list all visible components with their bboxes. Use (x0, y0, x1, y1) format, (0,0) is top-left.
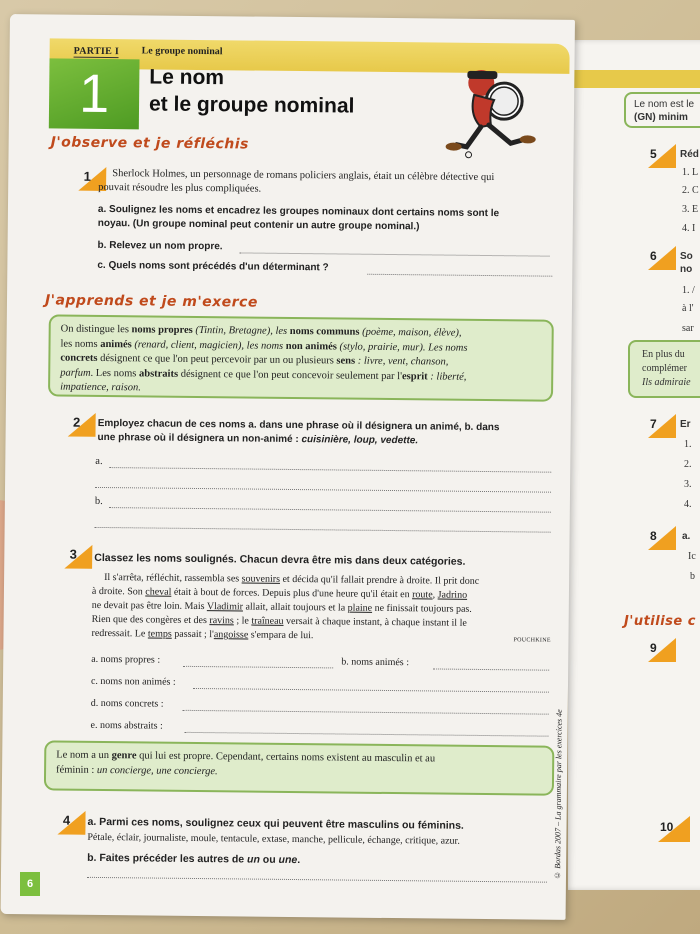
right-rule-line1: En plus du (642, 349, 685, 360)
exercise-5-marker (648, 144, 676, 173)
ex3-passage-line1: Il s'arrêta, réfléchit, rassembla ses souvenirs et décida qu'il fallait prendre à droite. Il prit donc (104, 572, 480, 587)
rule-line-1: On distingue les noms propres (Tintin, Bretagne), les noms communs (poème, maison, élève), (60, 323, 462, 339)
right-page (568, 40, 700, 890)
ex4-question-b: b. Faites précéder les autres de un ou une. (87, 851, 301, 867)
partie-label: PARTIE I (73, 45, 120, 58)
ex3-category-a: a. noms propres : (91, 653, 161, 666)
rule-line-5: impatience, raison. (60, 381, 141, 394)
ex3-category-b: b. noms animés : (341, 656, 410, 669)
copyright-credit: © Bordas 2007 – La grammaire par les exercices 4e (552, 709, 564, 880)
ex3-instruction: Classez les noms soulignés. Chacun devra être mis dans deux catégories. (94, 551, 466, 568)
exercise-7-marker (648, 414, 676, 443)
ex3-answer-a[interactable] (183, 666, 333, 669)
ex1-text-line1: Sherlock Holmes, un personnage de romans policiers anglais, était un célèbre détective qui (112, 168, 495, 184)
ex2-instruction-line1: Employez chacun de ces noms a. dans une phrase où il désignera un animé, b. dans (97, 417, 500, 434)
ex3-category-e: e. noms abstraits : (90, 719, 163, 732)
ex5-item-1: 1. L (682, 167, 699, 178)
ex6-item-3: sar (682, 323, 694, 334)
exercise-2-marker (68, 413, 96, 437)
exercise-3-marker (64, 545, 92, 569)
ex1-question-b: b. Relevez un nom propre. (97, 239, 223, 253)
ex4-word-list: Pétale, éclair, journaliste, moule, tentacule, extase, manche, pellicule, échange, critique, azur. (87, 831, 460, 847)
exercise-8-marker (648, 526, 676, 555)
ex1-answer-line-c[interactable] (367, 274, 552, 277)
ex2-answer-line-b2[interactable] (95, 527, 551, 533)
exercise-4-number: 4 (62, 812, 71, 828)
ex7-label: Er (680, 419, 691, 430)
genre-rule-line2: féminin : un concierge, une concierge. (56, 764, 218, 777)
ex7-item-4: 4. (684, 499, 692, 510)
ex5-item-3: 3. E (682, 204, 699, 215)
section-heading-observe: J'observe et je réfléchis (50, 134, 250, 153)
right-rule-line2: complémer (642, 363, 687, 374)
rule-box-genre (44, 740, 554, 795)
ex1-question-a-line2: noyau. (Un groupe nominal peut contenir un autre groupe nominal.) (97, 217, 420, 233)
exercise-5-number: 5 (650, 147, 657, 161)
right-box-line2: (GN) minim (634, 112, 688, 123)
partie-title: Le groupe nominal (141, 45, 223, 58)
chapter-title-line1: Le nom (149, 65, 225, 90)
exercise-10-number: 10 (660, 820, 674, 834)
exercise-10-marker (658, 816, 690, 847)
genre-rule-line1: Le nom a un genre qui lui est propre. Cependant, certains noms existent au masculin et au (56, 749, 436, 765)
ex4-answer-line[interactable] (87, 877, 547, 883)
ex3-passage-line3: ne devait pas être loin. Mais Vladimir allait, allait toujours et la plaine ne finissait toujours pas. (91, 599, 472, 615)
ex4-question-a: a. Parmi ces noms, soulignez ceux qui peuvent être masculins ou féminins. (87, 815, 464, 832)
ex1-text-line2: pouvait résoudre les plus compliquées. (98, 181, 262, 195)
ex8-label: a. (682, 531, 691, 542)
ex3-answer-d[interactable] (183, 710, 549, 715)
ex5-item-4: 4. I (682, 223, 696, 234)
ex3-passage-line5: redressait. Le temps passait ; l'angoisse s'empara de lui. (91, 627, 314, 642)
page-number: 6 (20, 872, 40, 896)
chapter-title-line2: et le groupe nominal (148, 92, 355, 118)
ex6-item-1: 1. / (682, 285, 695, 296)
ex3-author: POUCHKINE (513, 637, 551, 644)
rule-line-2: les noms animés (renard, client, magicien), les noms non animés (stylo, prairie, mur). Les noms (60, 338, 468, 354)
ex3-answer-b[interactable] (433, 668, 549, 670)
exercise-8-number: 8 (650, 529, 657, 543)
ex8-item-2: b (690, 571, 695, 582)
rule-line-3: concrets désignent ce que l'on peut percevoir par un ou plusieurs sens : livre, vent, chanson, (60, 352, 449, 368)
exercise-6-marker (648, 246, 676, 275)
ex1-answer-line-b[interactable] (240, 252, 550, 256)
exercise-9-number: 9 (650, 641, 657, 655)
ex1-question-c: c. Quels noms sont précédés d'un déterminant ? (97, 259, 329, 274)
ex7-item-3: 3. (684, 479, 692, 490)
ex2-answer-line-b1[interactable] (109, 507, 551, 513)
right-rule-line3: Ils admiraie (642, 377, 691, 388)
ex8-item-1: Ic (688, 551, 696, 562)
section-heading-learn: J'apprends et je m'exerce (44, 292, 258, 311)
ex3-category-d: d. noms concrets : (90, 697, 164, 710)
exercise-2-number: 2 (73, 414, 81, 430)
rule-box-noms (48, 314, 554, 401)
exercise-4-marker (57, 811, 85, 835)
ex3-passage-line4: Rien que des congères et des ravins ; le traîneau versait à chaque instant, à chaque instant il le (91, 613, 467, 629)
left-page (1, 14, 575, 920)
ex2-answer-line-a1[interactable] (109, 467, 551, 473)
ex2-instruction-line2: une phrase où il désignera un non-animé : cuisinière, loup, vedette. (97, 431, 419, 447)
right-header-bar (568, 70, 700, 88)
right-section-heading: J'utilise c (624, 614, 696, 629)
ex2-answer-line-a2[interactable] (95, 487, 551, 493)
ex6-label: So (680, 251, 693, 262)
exercise-7-number: 7 (650, 417, 657, 431)
ex3-answer-c[interactable] (193, 688, 549, 693)
ex5-label: Réd (680, 149, 699, 160)
ex2-label-a: a. (95, 455, 103, 467)
ex3-passage-line2: à droite. Son cheval était à bout de forces. Depuis plus d'une heure qu'il était en route, Jadrino (91, 585, 468, 601)
ex1-question-a-line1: a. Soulignez les noms et encadrez les groupes nominaux dont certains noms sont le (97, 203, 500, 220)
exercise-9-marker (648, 638, 676, 667)
exercise-1-number: 1 (83, 168, 91, 184)
ex3-category-c: c. noms non animés : (90, 675, 176, 688)
ex5-item-2: 2. C (682, 185, 699, 196)
ex7-item-1: 1. (684, 439, 692, 450)
exercise-6-number: 6 (650, 249, 657, 263)
ex2-label-b: b. (94, 495, 103, 507)
chapter-number: 1 (49, 58, 140, 129)
ex7-item-2: 2. (684, 459, 692, 470)
right-box-line1: Le nom est le (634, 99, 695, 110)
ex3-answer-e[interactable] (184, 732, 548, 737)
ex6-item-2: à l' (682, 303, 694, 314)
chapter-title (149, 63, 355, 119)
mascot-illustration (429, 64, 550, 160)
exercise-3-number: 3 (69, 546, 78, 562)
rule-line-4: parfum. Les noms abstraits désignent ce que l'on peut concevoir seulement par l'esprit : liberté, (60, 367, 467, 383)
ex6-label-2: no (680, 264, 693, 275)
